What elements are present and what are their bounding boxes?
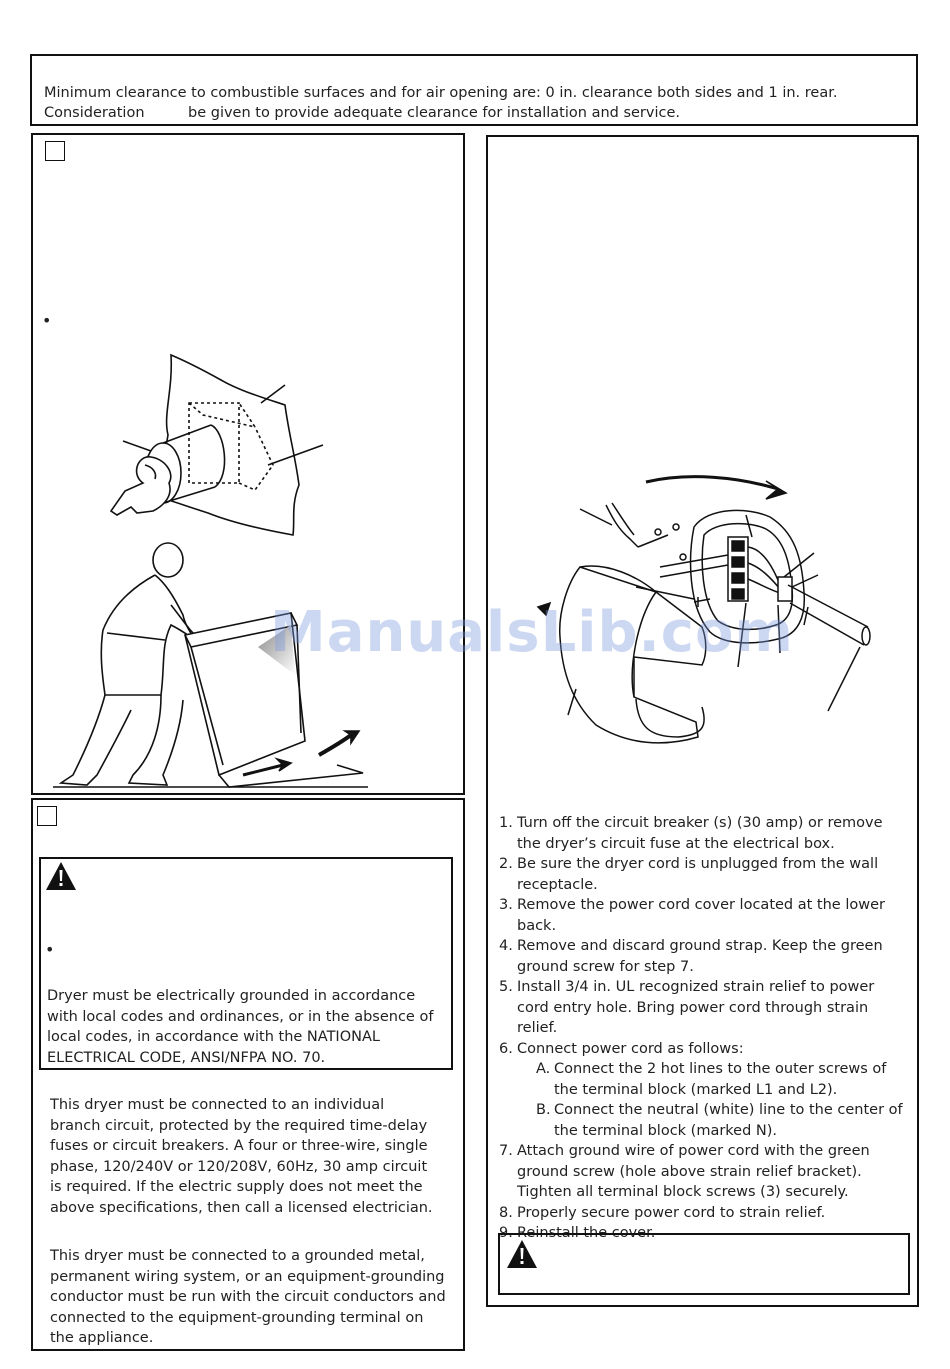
grounded-system-paragraph: This dryer must be connected to a grounded metal, permanent wiring system, or an equipment-grounding conductor must be run with the circuit conductors and connected to the equipment-grounding terminal on the appliance. [50, 1248, 446, 1346]
substeps-list [499, 1059, 909, 1141]
step-text: Be sure the dryer cord is unplugged from the wall receptacle. [517, 856, 879, 893]
bullet-dot: • [42, 311, 52, 330]
step-number: B. [536, 1102, 551, 1118]
step-number: 6. [499, 1040, 513, 1057]
step-number: 7. [499, 1143, 513, 1159]
step-text: Connect power cord as follows: [517, 1040, 744, 1057]
step-item [499, 854, 909, 895]
step-number: A. [536, 1061, 551, 1077]
step-text: Connect the neutral (white) line to the center of the terminal block (marked N). [554, 1102, 903, 1139]
step-item [499, 1203, 909, 1224]
step-item [499, 895, 909, 936]
step-text: Install 3/4 in. UL recognized strain relief to power cord entry hole. Bring power cord through strain relief. [517, 979, 875, 1036]
grounding-warning-box [39, 857, 453, 1070]
step-number: 2. [499, 856, 513, 872]
clearance-box [30, 54, 918, 126]
step-item [499, 813, 909, 854]
step-number: 4. [499, 938, 513, 954]
power-cord-box [486, 135, 919, 1307]
steps-list [499, 813, 909, 1059]
substep-item [499, 1059, 909, 1100]
step-checkbox [37, 806, 57, 826]
step-number: 3. [499, 897, 513, 913]
steps-after-list [499, 1141, 909, 1244]
step-item [499, 936, 909, 977]
warning-triangle-icon [45, 861, 77, 891]
step-item [499, 977, 909, 1039]
step-item [499, 1039, 909, 1060]
step-number: 8. [499, 1204, 513, 1221]
step-number: 5. [499, 979, 513, 995]
step-text: Turn off the circuit breaker (s) (30 amp) or remove the dryer’s circuit fuse at the electrical box. [517, 815, 883, 852]
watermark-text: ManualsLib.com [270, 600, 794, 665]
installation-steps [499, 813, 909, 1244]
power-cord-warning-box [498, 1233, 910, 1295]
bullet-dot: • [45, 940, 55, 959]
warning-triangle-icon [506, 1239, 538, 1269]
grounding-box [31, 798, 465, 1351]
step-item [499, 1141, 909, 1203]
step-text: Remove and discard ground strap. Keep the green ground screw for step 7. [517, 938, 883, 975]
step-text: Attach ground wire of power cord with the green ground screw (hole above strain relief bracket). Tighten all terminal block screws (3) securely. [517, 1143, 870, 1200]
substep-item [499, 1100, 909, 1141]
step-text: Remove the power cord cover located at the lower back. [517, 897, 885, 934]
vent-illustration-box [31, 133, 465, 795]
clearance-line-2b: be given to provide adequate clearance for installation and service. [188, 105, 681, 121]
step-text: Properly secure power cord to strain relief. [517, 1204, 826, 1221]
terminal-block-illustration [488, 137, 921, 837]
branch-circuit-paragraph: This dryer must be connected to an individual branch circuit, protected by the required time-delay fuses or circuit breakers. A four or three-wire, single phase, 120/240V or 120/208V, 60Hz, 30 amp circuit is required. If the electric supply does not meet the above specifications, then call a licensed electrician. [50, 1097, 433, 1216]
vent-wall-illustration [33, 135, 467, 797]
clearance-line-2a: Consideration [44, 105, 145, 121]
grounding-warning-text: Dryer must be electrically grounded in accordance with local codes and ordinances, or in the absence of local codes, in accordance with the NATIONAL ELECTRICAL CODE, ANSI/NFPA NO. 70. [47, 988, 434, 1066]
step-text: Connect the 2 hot lines to the outer screws of the terminal block (marked L1 and L2). [554, 1061, 887, 1098]
step-text: Reinstall the cover. [517, 1225, 656, 1241]
clearance-line-1: Minimum clearance to combustible surfaces and for air opening are: 0 in. clearance both sides and 1 in. rear. [44, 85, 838, 101]
step-number: 9. [499, 1225, 513, 1241]
step-number: 1. [499, 815, 513, 831]
